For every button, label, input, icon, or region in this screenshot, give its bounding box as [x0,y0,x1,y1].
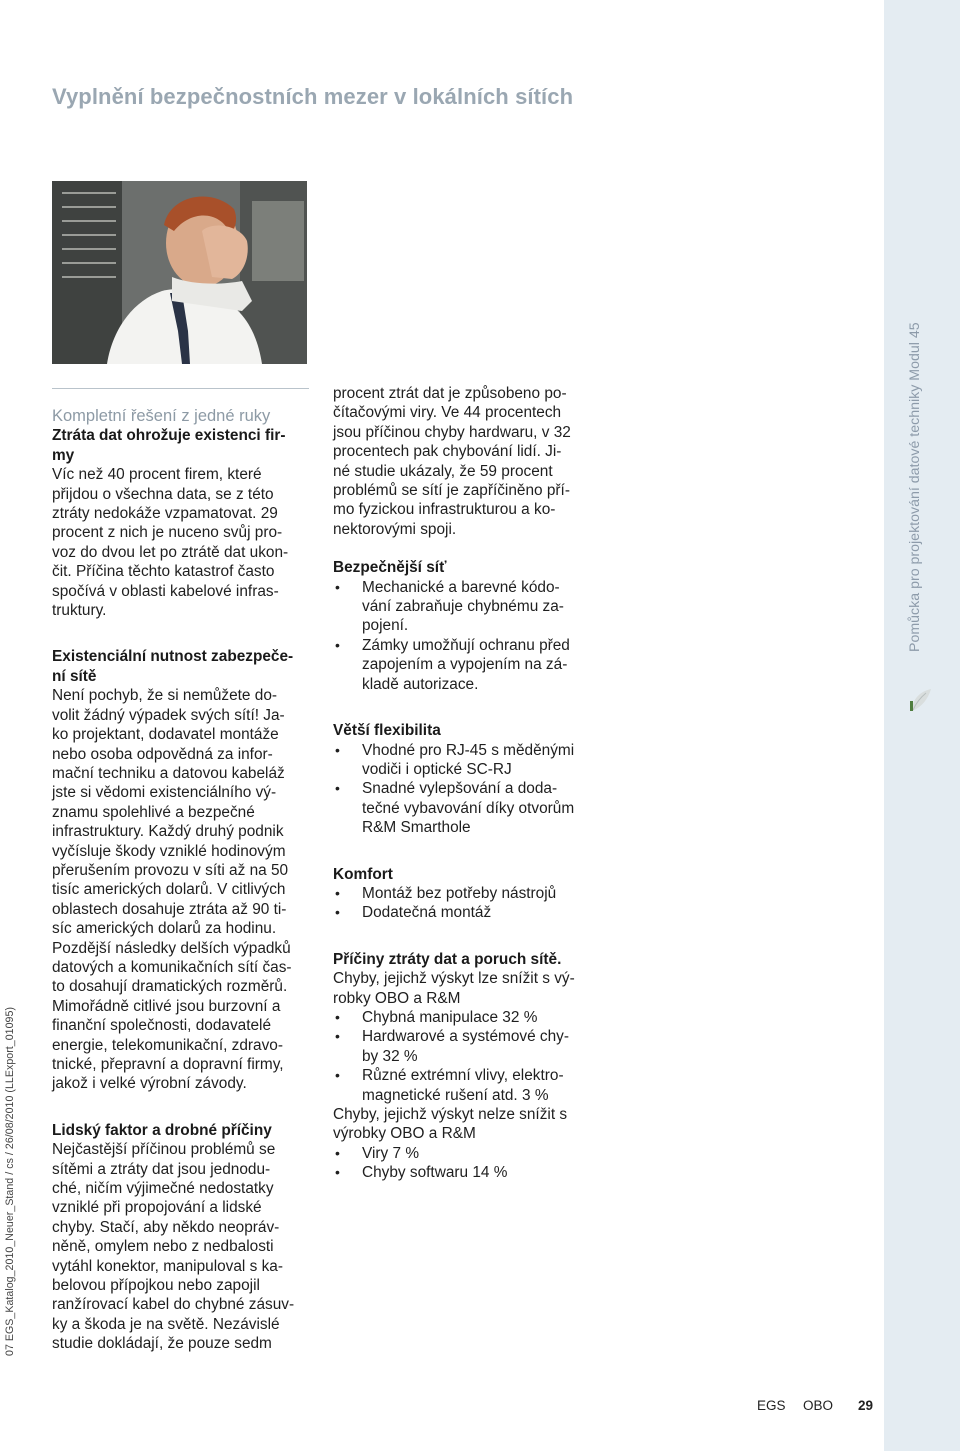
paragraph-data-loss: Víc než 40 procent firem, které přijdou o všechna data, se z této ztráty nedokáže vzpamatovat. 29 procent z nich je nuceno svůj pro- voz do dvou let po ztrátě dat ukon- čit. Příčina těchto katastrof často spočívá v oblasti kabelové infras- truktury. [52,466,289,620]
paragraph-network-security: Není pochyb, že si nemůžete do- volit žádný výpadek svých sítí! Ja- ko projektant, dodavatel montáže nebo osoba odpovědná za infor- mační techniku a datovou kabeláž jste si vědomi existenciálního vý- znamu spolehlivé a bezpečné infrastruktury. Každý druhý podnik vyčísluje škody vzniklé hodinovým přerušením provozu v síti až na 50 tisíc amerických dolarů. V citlivých oblastech dosahuje ztráta až 90 ti- síc amerických dolarů za hodinu. Pozdější následky delších výpadků datových a komunikačních sítí čas- to dosahují dramatických rozměrů. Mimořádně citlivé jsou burzovní a finanční společnosti, dodavatelé energie, telekomunikační, zdravo- tnické, přepravní a dopravní firmy, jakož i velké výrobní závody. [52,687,292,1093]
list-unavoidable [333,1144,595,1183]
heading-network-security: Existenciální nutnost zabezpeče- ní sítě [52,648,294,685]
section-title: Kompletní řešení z jedné ruky [52,407,271,425]
list-item: • Dodatečná montáž [333,903,595,922]
list-item: • Chybná manipulace 32 % [333,1008,595,1027]
heading-comfort: Komfort [333,865,393,883]
column-1 [52,407,309,1354]
heading-flexibility: Větší flexibilita [333,722,441,740]
heading-safer-network: Bezpečnější síť [333,559,447,577]
footer-brand-obo: OBO [803,1398,834,1413]
column-2 [333,384,595,1183]
heading-causes: Příčiny ztráty dat a poruch sítě. [333,950,562,968]
document-code: 07 EGS_Katalog_2010_Neuer_Stand / cs / 26/08/2010 (LLExport_01095) [4,1006,16,1356]
paragraph-avoidable: Chyby, jejichž výskyt lze snížit s vý- robky OBO a R&M [333,970,575,1007]
sidebar-label: Pomůcka pro projektování datové techniky Modul 45 [907,322,923,652]
photo-divider [52,388,309,389]
footer-brand-egs: EGS [757,1398,786,1413]
list-flexibility [333,741,595,838]
list-item: • Snadné vylepšování a doda- tečné vybavování díky otvorům R&M Smarthole [333,779,595,837]
list-item: • Chyby softwaru 14 % [333,1163,595,1182]
page-title: Vyplnění bezpečnostních mezer v lokálních sítích [52,84,574,109]
sidebar-band [884,0,960,1451]
list-item: • Hardwarové a systémové chy- by 32 % [333,1027,595,1066]
photo [52,181,307,364]
paragraph-unavoidable: Chyby, jejichž výskyt nelze snížit s výrobky OBO a R&M [333,1106,568,1143]
list-avoidable [333,1008,595,1105]
paragraph-human-factor: Nejčastější příčinou problémů se sítěmi a ztráty dat jsou jednodu- ché, ničím výjimečné nedostatky vzniklé při propojování a lidské chyby. Stačí, aby někdo neopráv- něně, omylem nebo z nedbalosti vytáhl konektor, manipuloval s ka- belovou přípojkou nebo zapojil ranžírovací kabel do chybné zásuv- ky a škoda je na světě. Nezávislé studie dokládají, že pouze sedm [52,1141,295,1353]
heading-data-loss: Ztráta dat ohrožuje existenci fir- my [52,427,286,464]
list-item: • Vhodné pro RJ-45 s měděnými vodiči i optické SC-RJ [333,741,595,780]
heading-human-factor: Lidský faktor a drobné příčiny [52,1121,272,1139]
leaf-logo-icon [908,687,934,713]
list-item: • Různé extrémní vlivy, elektro- magnetické rušení atd. 3 % [333,1066,595,1105]
list-item: • Viry 7 % [333,1144,595,1163]
list-item: • Zámky umožňují ochranu před zapojením a vypojením na zá- kladě autorizace. [333,636,595,694]
list-safer-network [333,578,595,694]
page-number: 29 [858,1398,874,1413]
man-at-desk-photo [52,181,307,364]
paragraph-continuation: procent ztrát dat je způsobeno po- čítačovými viry. Ve 44 procentech jsou příčinou chyby hardwaru, v 32 procentech pak chybování lidí. Ji- né studie ukázaly, že 59 procent problémů se sítí je zapříčiněno pří- mo fyzickou infrastrukturou a ko- nektorovými spoji. [333,385,571,538]
list-comfort [333,884,595,923]
list-item: • Mechanické a barevné kódo- vání zabraňuje chybnému za- pojení. [333,578,595,636]
list-item: • Montáž bez potřeby nástrojů [333,884,595,903]
